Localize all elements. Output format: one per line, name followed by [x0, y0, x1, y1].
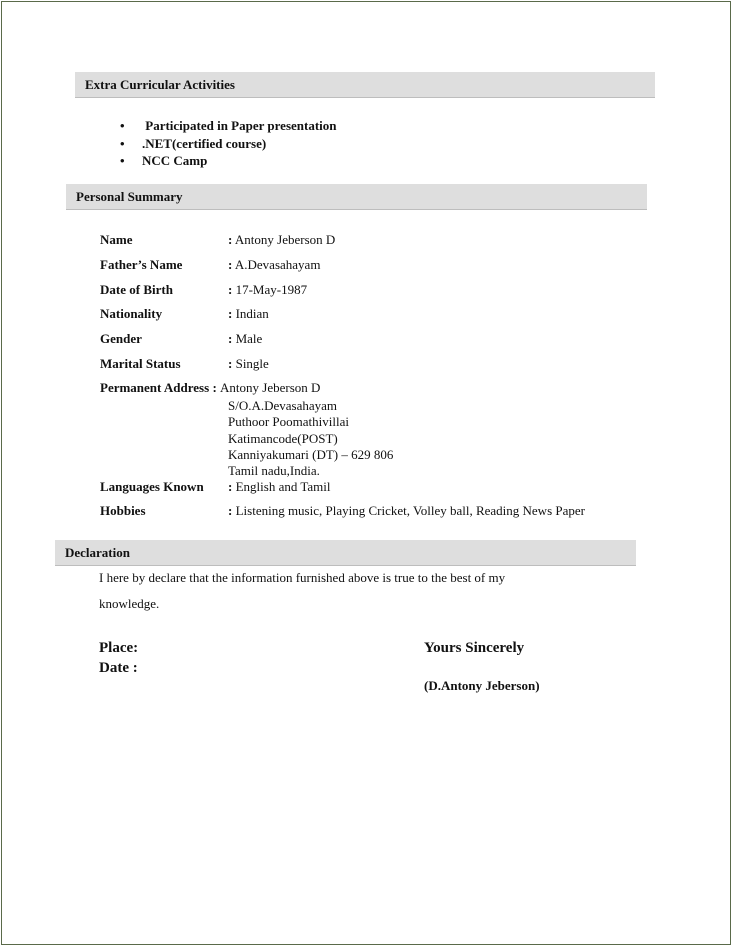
field-label: Nationality	[100, 306, 163, 321]
address-line: Puthoor Poomathivillai	[228, 414, 349, 430]
bullet-icon: •	[120, 135, 125, 151]
address-line: S/O.A.Devasahayam	[228, 398, 338, 413]
section-title: Declaration	[65, 545, 130, 560]
field-value: : A.Devasahayam	[228, 257, 321, 272]
date-label: Date :	[99, 660, 138, 676]
declaration-text-line-1: I here by declare that the information furnished above is true to the best of my	[99, 570, 506, 585]
field-value: : Indian	[228, 306, 269, 321]
field-label: Name	[100, 232, 133, 247]
declaration-text-line-2: knowledge.	[99, 596, 160, 611]
field-value: : 17-May-1987	[228, 282, 308, 297]
address-line: Tamil nadu,India.	[228, 463, 320, 479]
address-line: Kanniyakumari (DT) – 629 806	[228, 446, 394, 462]
section-header-personal-summary	[66, 184, 647, 210]
section-title: Personal Summary	[76, 189, 183, 204]
signature-name: (D.Antony Jeberson)	[424, 678, 540, 693]
field-value: : Male	[228, 331, 263, 346]
field-label: Languages Known	[100, 479, 204, 494]
list-item: • Participated in Paper presentation	[120, 118, 337, 133]
closing-text: Yours Sincerely	[424, 640, 525, 656]
place-label: Place:	[99, 640, 139, 656]
field-label: Marital Status	[100, 356, 181, 371]
list-item: • .NET(certified course)	[120, 135, 267, 151]
section-title: Extra Curricular Activities	[85, 77, 235, 92]
field-label: Date of Birth	[100, 282, 173, 297]
field-label: Gender	[100, 331, 142, 346]
section-header-extra-curricular	[75, 72, 655, 98]
field-value: : Listening music, Playing Cricket, Volley ball, Reading News Paper	[228, 503, 585, 518]
field-label: Permanent Address : Antony Jeberson D	[100, 380, 321, 395]
section-header-declaration	[55, 540, 636, 566]
list-item: • NCC Camp	[120, 153, 208, 168]
field-value: : Single	[228, 356, 269, 371]
field-value: : Antony Jeberson D	[228, 232, 336, 247]
address-lines	[228, 398, 393, 479]
field-label: Father’s Name	[100, 257, 183, 272]
field-value: : English and Tamil	[228, 479, 331, 494]
bullet-icon: •	[120, 118, 125, 133]
address-line: Katimancode(POST)	[228, 430, 338, 446]
field-label: Hobbies	[100, 503, 146, 518]
bullet-icon: •	[120, 153, 125, 168]
activities-list	[120, 117, 337, 170]
